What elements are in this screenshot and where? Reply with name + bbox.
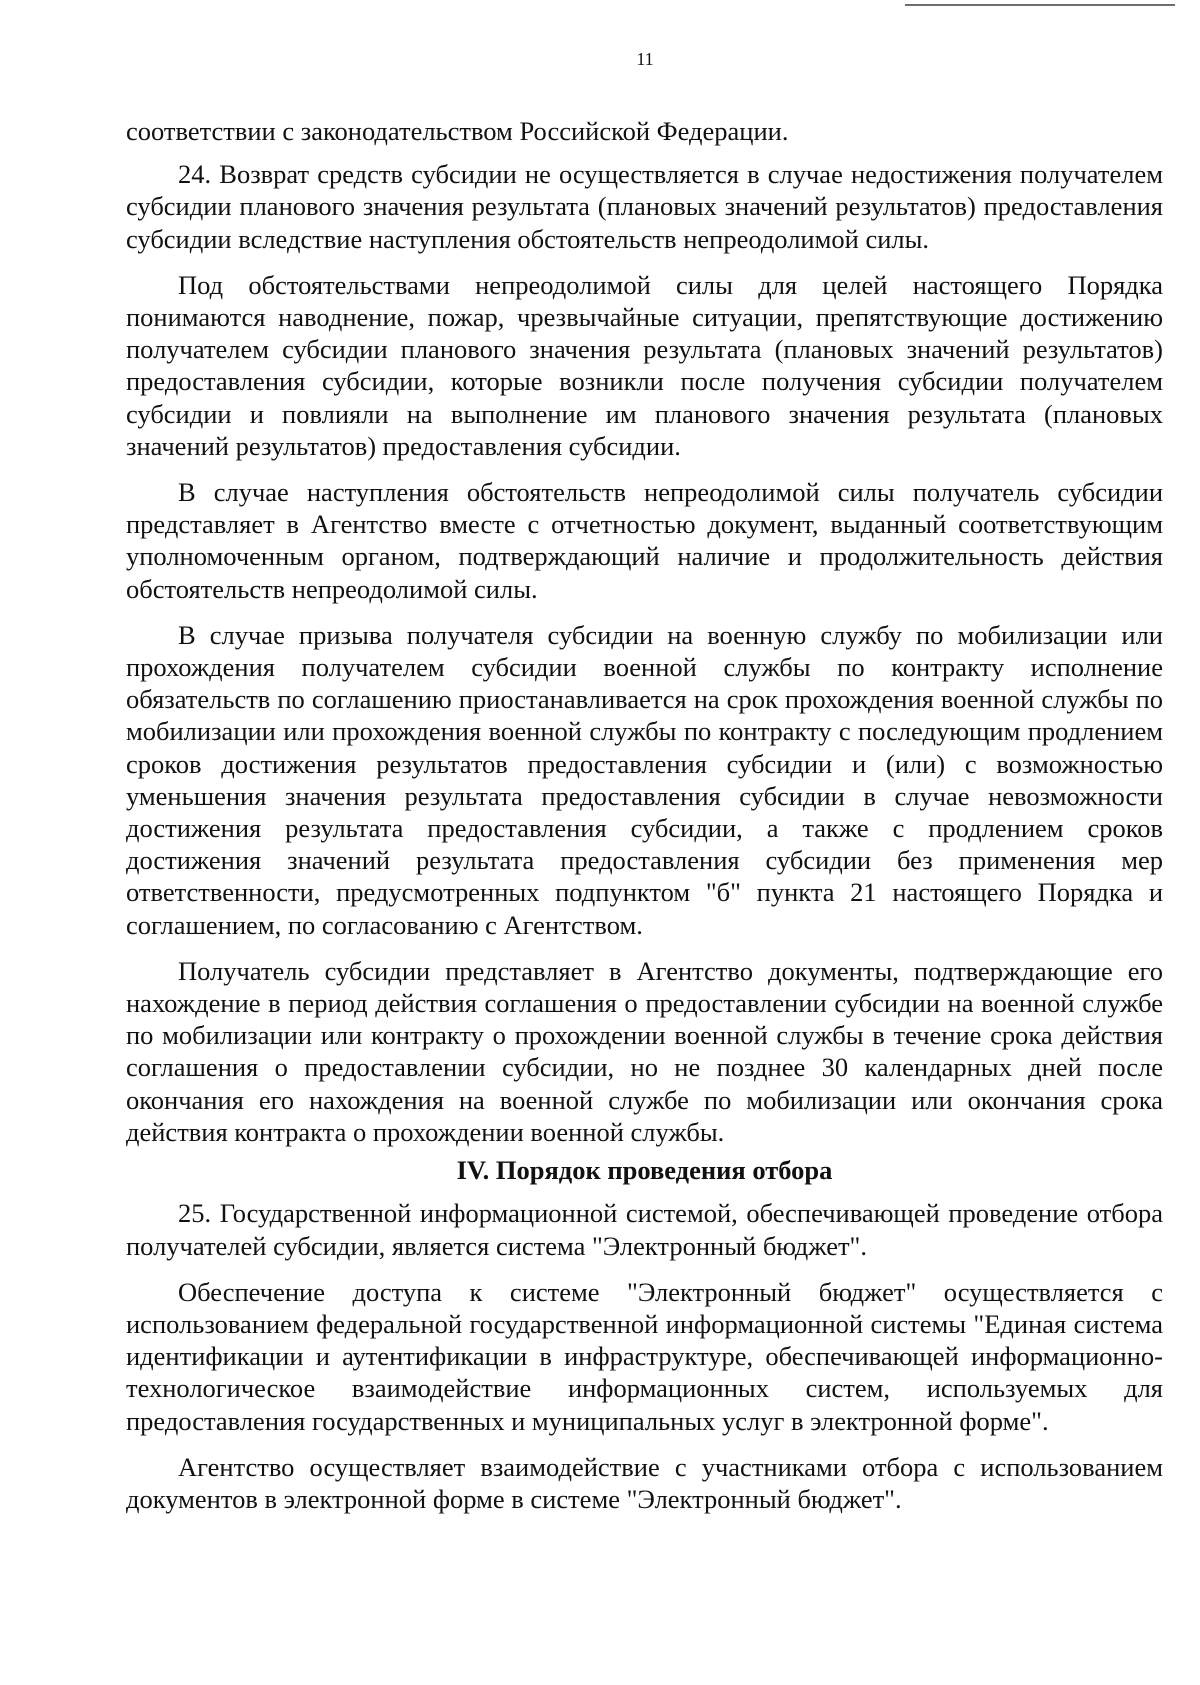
section-heading: IV. Порядок проведения отбора	[456, 1155, 833, 1186]
paragraph-item-24: 24. Возврат средств субсидии не осуществляется в случае недостижения получателем субсидии планового значения результата (плановых значений результатов) предоставления субсидии вследствие наступления обстоятельств непреодолимой силы.	[126, 159, 1163, 254]
paragraph-force-majeure-definition: Под обстоятельствами непреодолимой силы для целей настоящего Порядка понимаются наводнение, пожар, чрезвычайные ситуации, препятствующие достижению получателем субсидии планового значения результата (плановых значений результатов) предоставления субсидии, которые возникли после получения субсидии получателем субсидии и повлияли на выполнение им планового значения результата (плановых значений результатов) предоставления субсидии.	[126, 269, 1163, 461]
page-number: 11	[636, 49, 654, 69]
paragraph-agency-interaction: Агентство осуществляет взаимодействие с участниками отбора с использованием документов в электронной форме в системе "Электронный бюджет".	[126, 1451, 1163, 1514]
paragraph-continuation: соответствии с законодательством Российской Федерации.	[126, 116, 789, 146]
paragraph-system-access: Обеспечение доступа к системе "Электронный бюджет" осуществляется с использованием федеральной государственной информационной системы "Единая система идентификации и аутентификации в инфраструктуре, обеспечивающей информационно-технологическое взаимодействие информационных систем, используемых для предоставления государственных и муниципальных услуг в электронной форме".	[126, 1276, 1163, 1436]
paragraph-force-majeure-documents: В случае наступления обстоятельств непреодолимой силы получатель субсидии представляет в Агентство вместе с отчетностью документ, выданный соответствующим уполномоченным органом, подтверждающий наличие и продолжительность действия обстоятельств непреодолимой силы.	[126, 477, 1163, 604]
document-body	[126, 115, 1163, 1515]
paragraph-item-25: 25. Государственной информационной системой, обеспечивающей проведение отбора получателей субсидии, является система "Электронный бюджет".	[126, 1198, 1163, 1261]
paragraph-military-service: В случае призыва получателя субсидии на военную службу по мобилизации или прохождения получателем субсидии военной службы по контракту исполнение обязательств по соглашению приостанавливается на срок прохождения военной службы по мобилизации или прохождения военной службы по контракту с последующим продлением сроков достижения результатов предоставления субсидии и (или) с возможностью уменьшения значения результата предоставления субсидии в случае невозможности достижения результата предоставления субсидии, а также с продлением сроков достижения значений результата предоставления субсидии без применения мер ответственности, предусмотренных подпунктом "б" пункта 21 настоящего Порядка и соглашением, по согласованию с Агентством.	[126, 619, 1163, 940]
paragraph-military-documents: Получатель субсидии представляет в Агентство документы, подтверждающие его нахождение в период действия соглашения о предоставлении субсидии на военной службе по мобилизации или контракту о прохождении военной службы в течение срока действия соглашения о предоставлении субсидии, но не позднее 30 календарных дней после окончания его нахождения на военной службе по мобилизации или окончания срока действия контракта о прохождении военной службы.	[126, 955, 1163, 1147]
top-edge-line	[905, 4, 1175, 6]
